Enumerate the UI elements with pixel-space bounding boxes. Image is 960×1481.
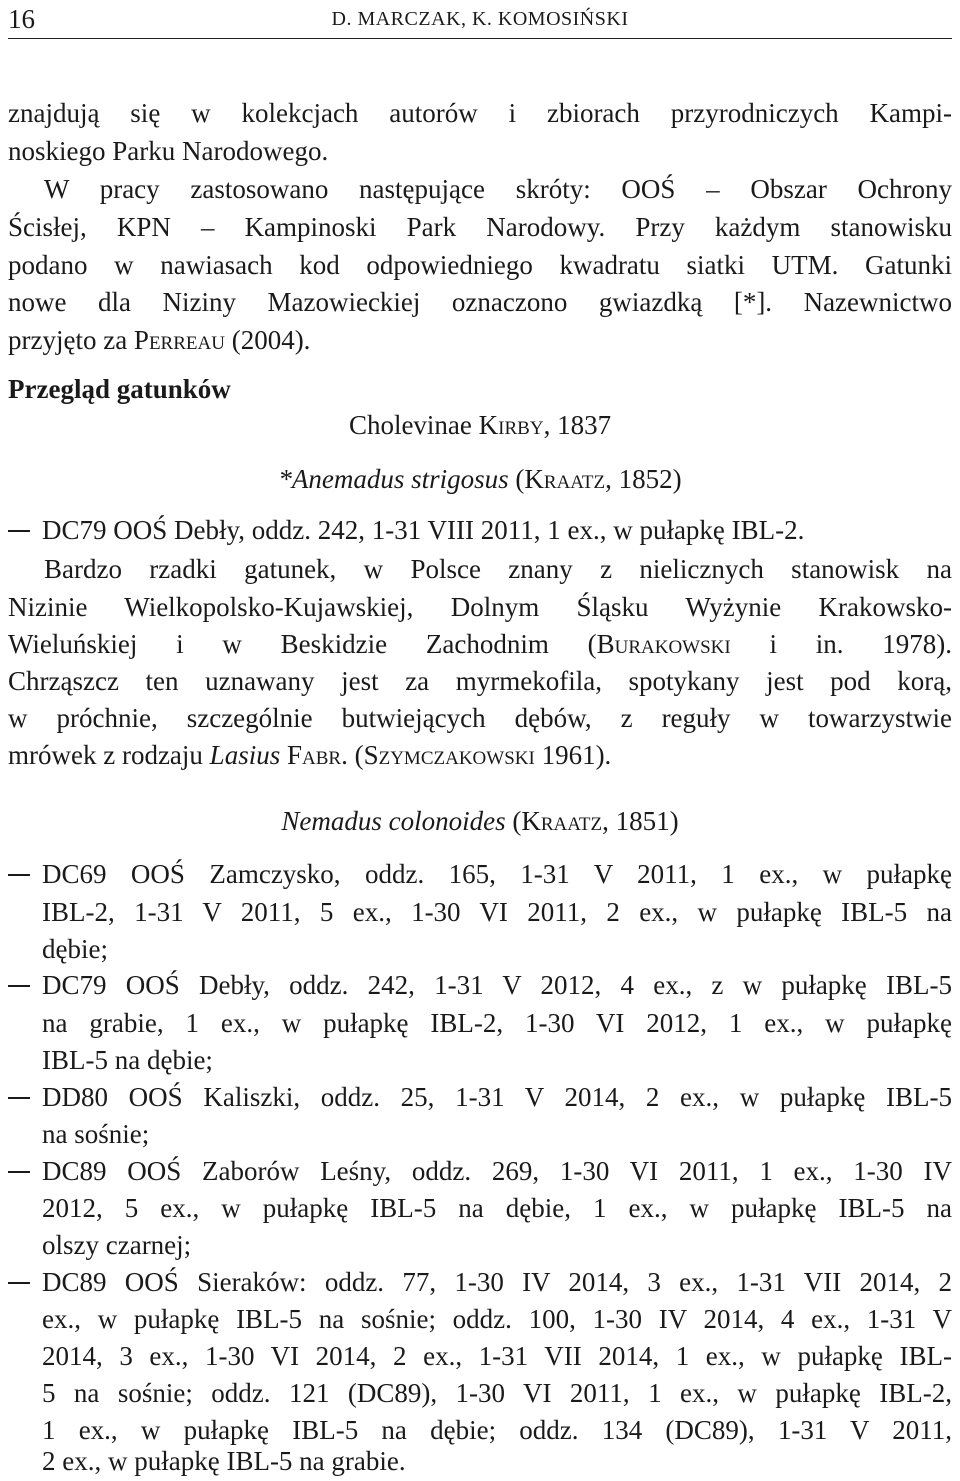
- remarks-line-6: mrówek z rodzaju Lasius Fabr. (Szymczakowski 1961).: [8, 740, 612, 770]
- abbrev-line-1: W pracy zastosowano następujące skróty: OOŚ – Obszar Ochrony: [44, 174, 952, 204]
- dash-icon: [8, 530, 30, 532]
- abbrev-line-2: Ścisłej, KPN – Kampinoski Park Narodowy. Przy każdym stanowisku: [8, 212, 952, 242]
- page-header: [8, 0, 952, 39]
- intro-line-1: znajdują się w kolekcjach autorów i zbiorach przyrodniczych Kampi-: [8, 98, 952, 128]
- record-line: na grabie, 1 ex., w pułapkę IBL-2, 1-30 VI 2012, 1 ex., w pułapkę: [42, 1008, 952, 1038]
- record-line: olszy czarnej;: [42, 1230, 192, 1260]
- family-heading: Cholevinae Kirby, 1837: [348, 410, 612, 440]
- dash-icon: [8, 1171, 30, 1173]
- record-line: na sośnie;: [42, 1119, 150, 1149]
- species-heading-anemadus: *Anemadus strigosus (Kraatz, 1852): [278, 464, 682, 494]
- record-kaliszki: DD80 OOŚ Kaliszki, oddz. 25, 1-31 V 2014, 2 ex., w pułapkę IBL-5: [8, 1080, 952, 1114]
- abbrev-line-3: podano w nawiasach kod odpowiedniego kwadratu siatki UTM. Gatunki: [8, 250, 952, 280]
- section-title: Przegląd gatunków: [8, 374, 231, 404]
- remarks-line-4: Chrząszcz ten uznawany jest za myrmekofila, spotykany jest pod korą,: [8, 666, 952, 696]
- record-line: IBL-5 na dębie;: [42, 1045, 213, 1075]
- page-number: 16: [8, 4, 35, 34]
- dash-icon: [8, 1097, 30, 1099]
- record-anemadus: DC79 OOŚ Debły, oddz. 242, 1-31 VIII 2011, 1 ex., w pułapkę IBL-2.: [8, 513, 952, 547]
- intro-line-2: noskiego Parku Narodowego.: [8, 136, 329, 166]
- record-line: 2014, 3 ex., 1-30 VI 2014, 2 ex., 1-31 VII 2014, 1 ex., w pułapkę IBL-: [42, 1341, 952, 1371]
- author-perreau: erreau: [148, 325, 225, 355]
- record-line: 2012, 5 ex., w pułapkę IBL-5 na dębie, 1 ex., w pułapkę IBL-5 na: [42, 1193, 952, 1223]
- dash-icon: [8, 1282, 30, 1284]
- record-line: ex., w pułapkę IBL-5 na sośnie; oddz. 100, 1-30 IV 2014, 4 ex., 1-31 V: [42, 1304, 952, 1334]
- dash-icon: [8, 985, 30, 987]
- abbrev-line-5: przyjęto za Perreau (2004).: [8, 325, 311, 355]
- record-debly: DC79 OOŚ Debły, oddz. 242, 1-31 V 2012, 4 ex., z w pułapkę IBL-5: [8, 968, 952, 1002]
- remarks-line-1: Bardzo rzadki gatunek, w Polsce znany z nielicznych stanowisk na: [44, 554, 952, 584]
- record-line: 5 na sośnie; oddz. 121 (DC89), 1-30 VI 2011, 1 ex., w pułapkę IBL-2,: [42, 1378, 952, 1408]
- record-line: 1 ex., w pułapkę IBL-5 na dębie; oddz. 134 (DC89), 1-31 V 2011,: [42, 1415, 952, 1445]
- record-zamczysko: DC69 OOŚ Zamczysko, oddz. 165, 1-31 V 2011, 1 ex., w pułapkę: [8, 857, 952, 891]
- record-line: dębie;: [42, 934, 108, 964]
- dash-icon: [8, 874, 30, 876]
- remarks-line-5: w próchnie, szczególnie butwiejących dębów, z reguły w towarzystwie: [8, 703, 952, 733]
- species-heading-nemadus: Nemadus colonoides (Kraatz, 1851): [281, 806, 679, 836]
- running-head: D. MARCZAK, K. KOMOSIŃSKI: [331, 8, 629, 30]
- record-line: 2 ex., w pułapkę IBL-5 na grabie.: [42, 1446, 406, 1476]
- remarks-line-2: Nizinie Wielkopolsko-Kujawskiej, Dolnym Śląsku Wyżynie Krakowsko-: [8, 592, 952, 622]
- record-zaborow: DC89 OOŚ Zaborów Leśny, oddz. 269, 1-30 VI 2011, 1 ex., 1-30 IV: [8, 1154, 952, 1188]
- record-sierakow: DC89 OOŚ Sieraków: oddz. 77, 1-30 IV 2014, 3 ex., 1-31 VII 2014, 2: [8, 1265, 952, 1299]
- record-line: IBL-2, 1-31 V 2011, 5 ex., 1-30 VI 2011, 2 ex., w pułapkę IBL-5 na: [42, 897, 952, 927]
- remarks-line-3: Wieluńskiej i w Beskidzie Zachodnim (Burakowski i in. 1978).: [8, 629, 952, 659]
- abbrev-line-4: nowe dla Niziny Mazowieckiej oznaczono gwiazdką [*]. Nazewnictwo: [8, 287, 952, 317]
